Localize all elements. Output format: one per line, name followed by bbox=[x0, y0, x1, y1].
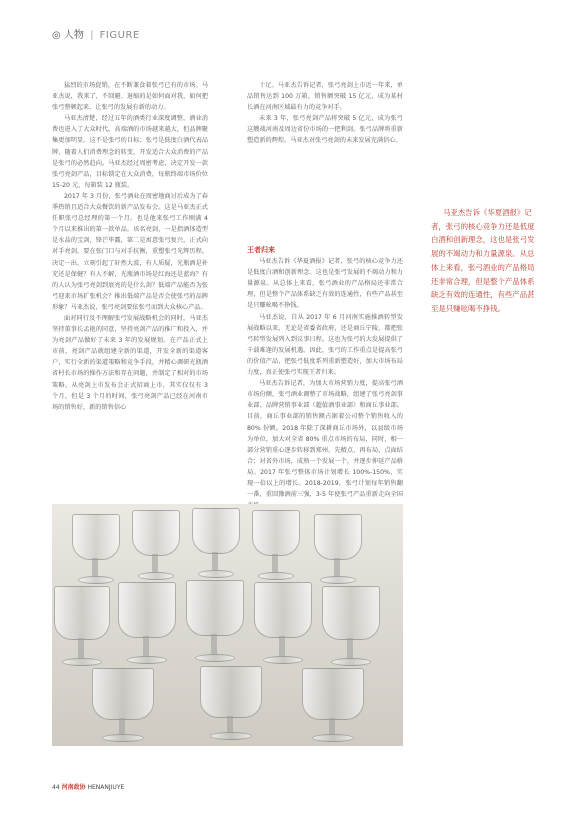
magazine-name: 河南政协 bbox=[61, 784, 86, 791]
header-section: 人物 bbox=[63, 30, 84, 41]
paragraph: 面对同行及不理解张弓发展战略机会的同时，马亚杰坚持董事长孟艳的同意，坚持亮剑产品的推广和投入，并为亮剑产品做好了未来 3 年的发展规划。在产品正式上市前，亮剑产品就组建全新的渠道，开发全新的渠道客户，实行全新的渠道策略和竞争手段，并精心调研光瓶酒省村长市场的操作方法和存在问题，并制定了相对的市场策略。从亮剑上市发布会正式招商上市，其实仅仅有 3 个月，但是 3 个月的时间，张弓亮剑产品已经在河南市场的销售好，新的销售信心 bbox=[52, 314, 208, 411]
magazine-pinyin: HENANJIUYE bbox=[87, 784, 125, 791]
page-header bbox=[52, 26, 140, 41]
paragraph: 马亚杰告诉《华夏酒报》记者，张弓的核心竞争力还是低度白酒和创新理念。这也是张弓发展的不竭动力和力量源泉。从总体上来看，张弓酒业的产品格局还非常合理，但是整个产品体系缺乏有效的连通性，有些产品甚至是只赚吆喝不挣钱。 bbox=[247, 258, 403, 310]
paragraph: 马亚杰说，自从 2017 年 6 月河南实施推酒转型发展战略以来，无论是省委省政府，还是商丘宁陵，都把张弓转型发展列入到议事日程。这也为张弓的大发展提供了千载难逢的发展机遇。因此，张弓的工作重点是提高张弓的价值产品，把张弓低度系列重新塑造好，加大市场布局力度，真正使张弓实现王者归来。 bbox=[247, 313, 403, 377]
article-column-left bbox=[52, 80, 208, 413]
paragraph: 猛烈的市场促销，在不断兼食着张弓已有的市场。马亚杰说，我来了，不回避、退缩的是如何面对我，如何把张弓整顿起来，让张弓的发展有新的动力。 bbox=[52, 82, 208, 112]
paragraph: 2017 年 3 月份，张弓酒业在周密地商讨后成为了春季热销且适合大众餐饮的新产品发布会。这是马亚杰正式任职张弓总经理的第一个月。也是他来张弓工作刚满 4 个月以来推出的第一款单品。该名亮剑，一是指酒体造型是水晶的宝剑，锋芒毕露，第二是寓意张弓复兴，正式向对手亮剑。要在张门口与对手抗衡，重塑张弓光辉历程。决定一出，立刻引起了轩然大波，有人质疑，光瓶酒是补充还是保健？有人不解，光瓶酒市场是红海还是蓝海？有的人认为张弓亮剑到底亮的是什么剑？低端产品能否为张弓迎来市场扩张机会？推出低端产品是否会使张弓的品牌形象？马亚杰说，张弓亮剑要依张弓而到大众核心产品。 bbox=[52, 192, 208, 311]
paragraph: 马亚杰清楚，经过五年的酒类行业深度调整，酒业消费也进入了大众时代。高端酒的市场越来越大，但品牌聚集更加明显。这不是张弓的目标；张弓是低度白酒代表品牌，随着人们消费理念的转变，开发适合大众消费的产品是张弓的必然趋向。马亚杰经过周密考虑，决定开发一款张弓亮剑产品，目标锁定在大众消费，每瓶终端市场价位 15-20 元，每箱装 12 瓶装。 bbox=[52, 115, 208, 189]
page-footer bbox=[52, 782, 124, 791]
circle-icon: ◎ bbox=[52, 30, 61, 41]
wine-glasses-photo bbox=[52, 504, 403, 746]
article-column-right-section bbox=[247, 245, 403, 511]
header-figure: FIGURE bbox=[99, 30, 140, 41]
pull-quote: 马亚杰告诉《华夏酒报》记者，张弓的核心竞争力还是低度白酒和创新理念，这也是张弓发展的不竭动力和力量源泉。从总体上来看，张弓酒业的产品格局还非常合理，但是整个产品体系缺乏有效的连通性，有些产品甚至是只赚吆喝不挣钱。 bbox=[431, 208, 535, 313]
paragraph: 马亚杰告诉记者，为加大市场营销力度，提高张弓酒市场份额，张弓酒业调整了市场战略，组建了张弓亮剑事业部、品牌营销事业部（超值酒事业部）和商丘事业部。目前，商丘事业部的销售额占据着公司整个销售收入的 80% 份额。2018 年除了深耕商丘市场外，以县级市场为单位，加大对全省 80% 重点市场的布局，同时，相一部分营销重心逐步转移到郑州，先精点，再布局，点面结合；对省外市场，成熟一个发展一个，并逐步伸延产品格局。2017 年张弓整体市场计划增长 100%-150%，实现一倍以上的增长。2018-2019，张弓计划每年销售翻一番，重回豫酒前三强，3-5 年使张弓产品重新走向全国 bbox=[247, 380, 403, 499]
section-title: 王者归来 bbox=[247, 246, 275, 254]
header-separator: | bbox=[90, 30, 94, 41]
paragraph: 十足。马亚杰告诉记者，张弓亮剑上市近一年来，单品销售达到 100 万箱，销售额突破 15 亿元，成为某村长酒在河南区域最有力的竞争对手。 bbox=[247, 82, 403, 112]
article-column-right-top bbox=[247, 80, 403, 147]
page-number: 44 bbox=[52, 784, 60, 791]
paragraph: 未来 3 年，张弓亮剑产品将突破 5 亿元，成为张弓这艘战河南及周边省份市场的一把利剑。张弓品牌将重新塑造新的辉煌。马亚杰对张弓亮剑的未来发展充满信心。 bbox=[247, 115, 403, 145]
